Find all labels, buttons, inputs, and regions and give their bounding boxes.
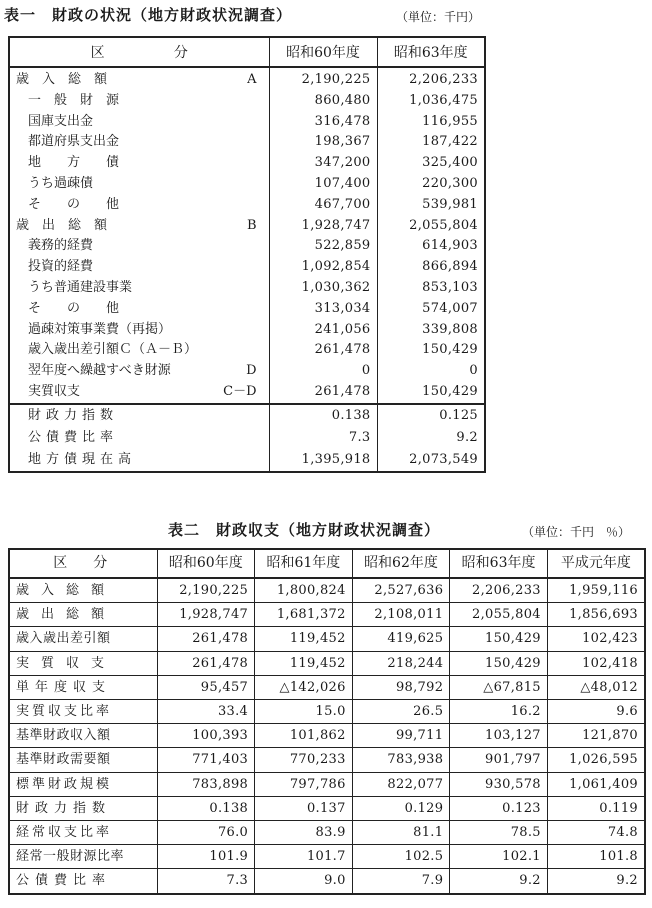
table2-value-cell: 1,061,409 xyxy=(547,772,645,796)
table1-row-label-cell xyxy=(9,257,269,278)
table1-row-label: そ の 他 xyxy=(28,300,120,316)
table2-row-label: 単年度収支 xyxy=(9,675,157,699)
table2-fiscal-balance xyxy=(8,548,646,895)
table2-row-label: 経常一般財源比率 xyxy=(9,845,157,869)
table2-row xyxy=(9,845,645,869)
table2-value-cell: 7.9 xyxy=(352,869,450,894)
table1-row-code: A xyxy=(247,72,257,87)
table1-value-v1: 198,367 xyxy=(269,132,377,153)
table2-value-cell: 1,681,372 xyxy=(255,603,353,627)
table1-row xyxy=(9,361,485,382)
table2-header-year: 昭和63年度 xyxy=(450,549,548,578)
table2-row-label: 財政力指数 xyxy=(9,796,157,820)
table2-value-cell: 9.2 xyxy=(450,869,548,894)
table2-row xyxy=(9,821,645,845)
table2-value-cell: 2,527,636 xyxy=(352,578,450,603)
table1-row-label: うち過疎債 xyxy=(28,175,94,191)
table2-title: 表二 財政収支（地方財政状況調査） xyxy=(168,521,441,539)
table2-row xyxy=(9,675,645,699)
table2-row-label: 歳入総額 xyxy=(9,578,157,603)
table1-row-label: 翌年度へ繰越すべき財源 xyxy=(28,363,171,379)
table1-row-label: そ の 他 xyxy=(28,196,120,212)
table1-header-category-b: 分 xyxy=(173,45,188,61)
table2-value-cell: 102,418 xyxy=(547,651,645,675)
table1-value-v2: 2,206,233 xyxy=(377,67,485,91)
table1-header-category xyxy=(9,37,269,67)
table1-indicator-v2: 9.2 xyxy=(377,427,485,449)
table1-value-v1: 2,190,225 xyxy=(269,67,377,91)
table1-row-label: 歳入歳出差引額Ｃ（Ａ－Ｂ） xyxy=(28,342,198,358)
table1-row xyxy=(9,236,485,257)
table2-value-cell: 102,423 xyxy=(547,627,645,651)
table1-indicator-v1: 7.3 xyxy=(269,427,377,449)
table2-value-cell: 7.3 xyxy=(157,869,255,894)
table1-indicator-v1: 1,395,918 xyxy=(269,449,377,472)
table1-row-label-cell xyxy=(9,320,269,341)
table2-value-cell: 100,393 xyxy=(157,724,255,748)
table1-value-v1: 261,478 xyxy=(269,340,377,361)
table1-value-v2: 116,955 xyxy=(377,112,485,133)
table2-value-cell: 101.9 xyxy=(157,845,255,869)
table2-value-cell: 33.4 xyxy=(157,700,255,724)
table2-unit: （単位：千円 ％） xyxy=(522,525,631,539)
table1-row-label-cell xyxy=(9,216,269,237)
table1-row-code xyxy=(257,195,263,216)
table1-row xyxy=(9,320,485,341)
table2-row-label: 基準財政需要額 xyxy=(9,748,157,772)
table1-value-v2: 574,007 xyxy=(377,299,485,320)
table1-row xyxy=(9,132,485,153)
table2-value-cell: 76.0 xyxy=(157,821,255,845)
table2-value-cell: 797,786 xyxy=(255,772,353,796)
table1-value-v2: 866,894 xyxy=(377,257,485,278)
table1-row-code xyxy=(257,320,263,341)
table1-row-code xyxy=(257,236,263,257)
table1-indicator-v2: 2,073,549 xyxy=(377,449,485,472)
table1-row-label-cell xyxy=(9,174,269,195)
table1-row-code xyxy=(257,340,263,361)
table1-row xyxy=(9,382,485,404)
table2-value-cell: 150,429 xyxy=(450,651,548,675)
table2-value-cell: 1,856,693 xyxy=(547,603,645,627)
table2-value-cell: 0.129 xyxy=(352,796,450,820)
table2-value-cell: 102.5 xyxy=(352,845,450,869)
table2-value-cell: 771,403 xyxy=(157,748,255,772)
table2-row-label: 実質収支 xyxy=(9,651,157,675)
table1-indicator-v2: 0.125 xyxy=(377,404,485,427)
table1-row xyxy=(9,67,485,91)
table1-row-code xyxy=(257,91,263,112)
table1-row-code xyxy=(257,278,263,299)
table2-value-cell: 783,938 xyxy=(352,748,450,772)
table1-row-label: 国庫支出金 xyxy=(28,113,94,129)
table1-row-label: 歳 出 総 額 xyxy=(16,217,108,233)
table1-header-s60: 昭和60年度 xyxy=(269,37,377,67)
table2-value-cell: △48,012 xyxy=(547,675,645,699)
table1-header-category-a: 区 xyxy=(90,45,105,61)
table2-header-year: 昭和61年度 xyxy=(255,549,353,578)
table1-row-label-cell xyxy=(9,299,269,320)
table2-value-cell: 0.138 xyxy=(157,796,255,820)
table1-row-label-cell xyxy=(9,132,269,153)
table1-row-label-cell xyxy=(9,153,269,174)
table1-row xyxy=(9,257,485,278)
table1-value-v2: 325,400 xyxy=(377,153,485,174)
table2-value-cell: 101,862 xyxy=(255,724,353,748)
table2-value-cell: 15.0 xyxy=(255,700,353,724)
table2-row-label: 歳入歳出差引額 xyxy=(9,627,157,651)
table2-row-label: 経常収支比率 xyxy=(9,821,157,845)
table2-value-cell: 121,870 xyxy=(547,724,645,748)
table1-indicator-label: 地方債現在高 xyxy=(28,451,137,467)
table1-value-v1: 316,478 xyxy=(269,112,377,133)
table1-row-label: 過疎対策事業費（再掲） xyxy=(28,321,172,337)
table2-value-cell: 150,429 xyxy=(450,627,548,651)
table2-row xyxy=(9,578,645,603)
table1-row-label: 投資的経費 xyxy=(28,259,94,275)
table1-indicator-row xyxy=(9,449,485,472)
table2-value-cell: 95,457 xyxy=(157,675,255,699)
table2-row xyxy=(9,724,645,748)
table2-value-cell: 0.119 xyxy=(547,796,645,820)
table2-header-year: 昭和62年度 xyxy=(352,549,450,578)
table1-row-code: C－D xyxy=(223,383,257,399)
table1-value-v2: 150,429 xyxy=(377,382,485,404)
table1-row-label-cell xyxy=(9,67,269,91)
table1-row-label-cell xyxy=(9,236,269,257)
table2-value-cell: 1,800,824 xyxy=(255,578,353,603)
table1-row-label: 実質収支 xyxy=(28,383,81,399)
table2-value-cell: 822,077 xyxy=(352,772,450,796)
table1-value-v2: 0 xyxy=(377,361,485,382)
table1-fiscal-status xyxy=(8,36,486,473)
table2-row-label: 公債費比率 xyxy=(9,869,157,894)
table1-value-v1: 347,200 xyxy=(269,153,377,174)
table1-unit: （単位：千円） xyxy=(396,10,481,24)
table1-row-label-cell xyxy=(9,382,269,404)
table1-value-v2: 220,300 xyxy=(377,174,485,195)
table1-indicator-label: 財政力指数 xyxy=(9,404,269,427)
table1-value-v1: 1,928,747 xyxy=(269,216,377,237)
table2-value-cell: 0.123 xyxy=(450,796,548,820)
table2-value-cell: 98,792 xyxy=(352,675,450,699)
table2-row xyxy=(9,796,645,820)
table1-row-code xyxy=(257,174,263,195)
table1-row-label: うち普通建設事業 xyxy=(28,279,133,295)
table1-row-code xyxy=(257,132,263,153)
table2-value-cell: 2,108,011 xyxy=(352,603,450,627)
table1-row-label-cell xyxy=(9,112,269,133)
table2-value-cell: 419,625 xyxy=(352,627,450,651)
table1-row xyxy=(9,112,485,133)
table2-value-cell: 16.2 xyxy=(450,700,548,724)
table2-value-cell: 1,928,747 xyxy=(157,603,255,627)
table2-value-cell: 26.5 xyxy=(352,700,450,724)
table1-value-v1: 1,030,362 xyxy=(269,278,377,299)
table2-value-cell: 783,898 xyxy=(157,772,255,796)
table2-value-cell: 101.8 xyxy=(547,845,645,869)
table2-header-year: 昭和60年度 xyxy=(157,549,255,578)
table2-header-year: 平成元年度 xyxy=(547,549,645,578)
table2-value-cell: 261,478 xyxy=(157,627,255,651)
table1-value-v1: 0 xyxy=(269,361,377,382)
table1-row xyxy=(9,216,485,237)
table1-row-label: 義務的経費 xyxy=(28,238,94,254)
table1-row xyxy=(9,299,485,320)
table1-row-code: D xyxy=(246,363,257,379)
table2-value-cell: 0.137 xyxy=(255,796,353,820)
table2-value-cell: 78.5 xyxy=(450,821,548,845)
table2-value-cell: 2,055,804 xyxy=(450,603,548,627)
table1-value-v1: 1,092,854 xyxy=(269,257,377,278)
table2-value-cell: △67,815 xyxy=(450,675,548,699)
table1-row-code xyxy=(257,112,263,133)
table2-value-cell: 99,711 xyxy=(352,724,450,748)
table1-value-v2: 2,055,804 xyxy=(377,216,485,237)
table1-row-label-cell xyxy=(9,278,269,299)
table1-indicator-row xyxy=(9,427,485,449)
table1-row xyxy=(9,174,485,195)
table2-value-cell: 2,206,233 xyxy=(450,578,548,603)
table2-row xyxy=(9,772,645,796)
table1-row-code: B xyxy=(246,217,257,233)
table1-value-v2: 539,981 xyxy=(377,195,485,216)
table2-row-label: 実質収支比率 xyxy=(9,700,157,724)
table1-value-v1: 313,034 xyxy=(269,299,377,320)
table1-row xyxy=(9,91,485,112)
table1-value-v1: 522,859 xyxy=(269,236,377,257)
table2-value-cell: △142,026 xyxy=(255,675,353,699)
table2-header-row xyxy=(9,549,645,578)
table2-header-category: 区 分 xyxy=(9,549,157,578)
table2-value-cell: 102.1 xyxy=(450,845,548,869)
table1-value-v1: 241,056 xyxy=(269,320,377,341)
table1-value-v1: 860,480 xyxy=(269,91,377,112)
table2-value-cell: 930,578 xyxy=(450,772,548,796)
table2-row-label: 標準財政規模 xyxy=(9,772,157,796)
table2-row xyxy=(9,603,645,627)
table2-row xyxy=(9,627,645,651)
table1-row-label: 歳 入 総 額 xyxy=(16,72,108,87)
table1-value-v2: 853,103 xyxy=(377,278,485,299)
table1-header-row xyxy=(9,37,485,67)
table1-row-label-cell xyxy=(9,361,269,382)
table2-value-cell: 9.2 xyxy=(547,869,645,894)
table1-row xyxy=(9,195,485,216)
table2-value-cell: 261,478 xyxy=(157,651,255,675)
table1-value-v1: 261,478 xyxy=(269,382,377,404)
table2-value-cell: 1,959,116 xyxy=(547,578,645,603)
table1-row-code xyxy=(257,257,263,278)
table2-value-cell: 9.0 xyxy=(255,869,353,894)
table1-value-v2: 1,036,475 xyxy=(377,91,485,112)
table1-header-s63: 昭和63年度 xyxy=(377,37,485,67)
table1-indicator-v1: 0.138 xyxy=(269,404,377,427)
table1-row-label-cell xyxy=(9,91,269,112)
table1-indicator-row xyxy=(9,404,485,427)
table1-row-label-cell xyxy=(9,195,269,216)
table2-value-cell: 103,127 xyxy=(450,724,548,748)
table2-value-cell: 74.8 xyxy=(547,821,645,845)
table1-value-v2: 187,422 xyxy=(377,132,485,153)
table1-value-v2: 614,903 xyxy=(377,236,485,257)
table2-row xyxy=(9,869,645,894)
table2-value-cell: 81.1 xyxy=(352,821,450,845)
table1-row-label: 地 方 債 xyxy=(28,155,120,171)
table2-value-cell: 101.7 xyxy=(255,845,353,869)
table2-row xyxy=(9,748,645,772)
table2-value-cell: 218,244 xyxy=(352,651,450,675)
table1-value-v2: 339,808 xyxy=(377,320,485,341)
table2-row-label: 歳出総額 xyxy=(9,603,157,627)
table2-value-cell: 83.9 xyxy=(255,821,353,845)
table1-value-v1: 467,700 xyxy=(269,195,377,216)
table1-row-label: 一 般 財 源 xyxy=(28,92,120,108)
table1-value-v2: 150,429 xyxy=(377,340,485,361)
table2-row-label: 基準財政収入額 xyxy=(9,724,157,748)
table2-value-cell: 1,026,595 xyxy=(547,748,645,772)
table1-title: 表一 財政の状況（地方財政状況調査） xyxy=(4,6,293,24)
table2-value-cell: 9.6 xyxy=(547,700,645,724)
table1-row-label-cell xyxy=(9,340,269,361)
table1-row xyxy=(9,340,485,361)
table1-row xyxy=(9,153,485,174)
table2-value-cell: 901,797 xyxy=(450,748,548,772)
table1-value-v1: 107,400 xyxy=(269,174,377,195)
table2-row xyxy=(9,651,645,675)
table2-value-cell: 770,233 xyxy=(255,748,353,772)
table2-value-cell: 119,452 xyxy=(255,627,353,651)
table1-row-label: 都道府県支出金 xyxy=(28,134,120,150)
table2-value-cell: 119,452 xyxy=(255,651,353,675)
table2-value-cell: 2,190,225 xyxy=(157,578,255,603)
table1-row xyxy=(9,278,485,299)
table1-indicator-label: 公債費比率 xyxy=(28,429,119,445)
table1-row-code xyxy=(257,153,263,174)
table2-row xyxy=(9,700,645,724)
table1-row-code xyxy=(257,299,263,320)
